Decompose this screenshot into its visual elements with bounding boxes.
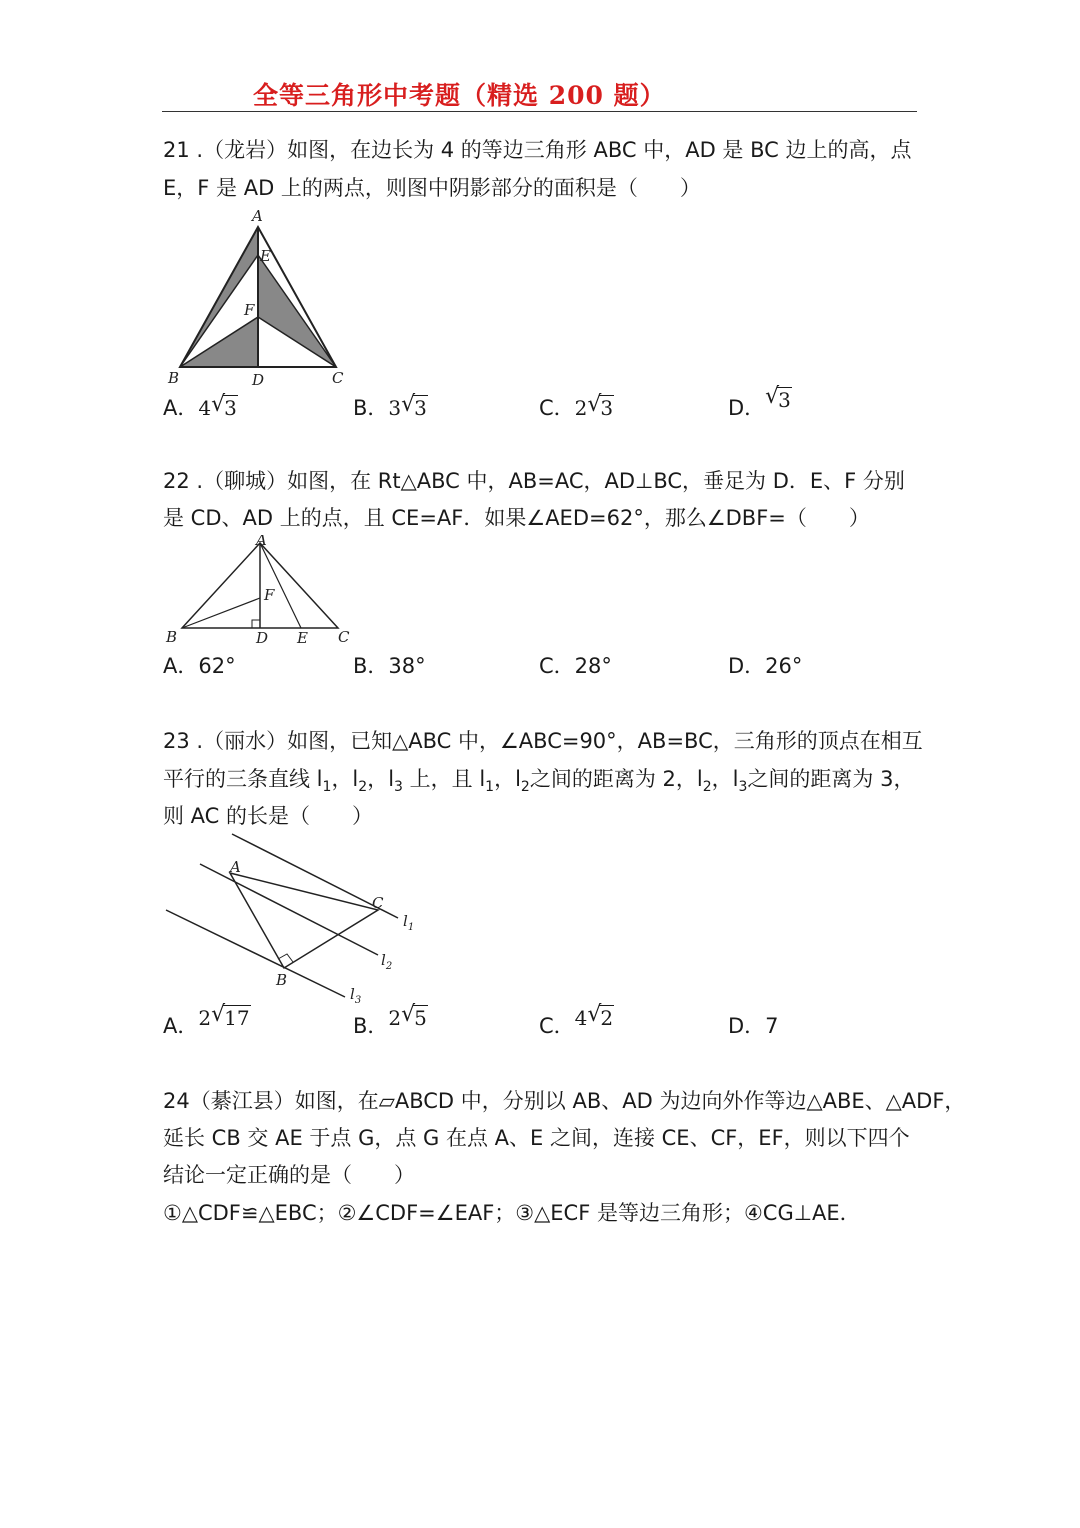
q22-label-A: A xyxy=(256,535,267,549)
q23-line-l3 xyxy=(166,910,345,997)
q24-line-1: 24（綦江县）如图，在▱ABCD 中，分别以 AB、AD 为边向外作等边△ABE、△ADF， xyxy=(163,1089,966,1113)
q21-option-a: A．4 √ 3 xyxy=(163,392,237,420)
q23-label-l2: $l_2$ xyxy=(381,951,393,972)
q22-figure xyxy=(160,535,360,650)
q23-line-2: 平行的三条直线 $l_1$，$l_2$，$l_3$ 上，且 $l_1$，$l_2$之间的距离为 2，$l_2$，$l_3$之间的距离为 3， xyxy=(163,767,915,796)
q23-label-B: B xyxy=(276,971,288,989)
q21-option-c: C．2 √ 3 xyxy=(539,392,614,420)
q21-option-d: D． √ 3 xyxy=(728,384,791,420)
q22-right-angle-mark xyxy=(252,620,260,628)
q23-option-a: A．2 √ 17 xyxy=(163,1002,250,1038)
q22-line-2: 是 CD、AD 上的点，且 CE=AF．如果∠AED=62°，那么∠DBF=（ ） xyxy=(163,506,870,530)
q23-option-b: B．2 √ 5 xyxy=(353,1002,427,1038)
q24-line-2: 延长 CB 交 AE 于点 G，点 G 在点 A、E 之间，连接 CE、CF，EF，则以下四个 xyxy=(163,1126,910,1150)
q21-figure xyxy=(160,205,360,390)
q22-label-C: C xyxy=(338,628,350,646)
q21-label-B: B xyxy=(168,369,180,387)
q21-option-b: B．3 √ 3 xyxy=(353,392,427,420)
q24-line-3: 结论一定正确的是（ ） xyxy=(163,1163,415,1187)
q23-triangle xyxy=(230,873,378,968)
q23-line-1: 23 .（丽水）如图，已知△ABC 中，∠ABC=90°，AB=BC，三角形的顶点在相互 xyxy=(163,729,923,753)
q21-label-A: A xyxy=(252,207,263,225)
q21-label-D: D xyxy=(252,371,265,389)
q23-figure xyxy=(160,828,420,1008)
q23-option-c: C．4 √ 2 xyxy=(539,1002,614,1038)
q22-option-a: A．62° xyxy=(163,654,236,678)
q23-line-3: 则 AC 的长是（ ） xyxy=(163,804,374,828)
q23-label-l1: $l_1$ xyxy=(403,912,415,933)
q21-line-2: E，F 是 AD 上的两点，则图中阴影部分的面积是（ ） xyxy=(163,176,701,200)
q23-label-A: A xyxy=(230,858,241,876)
q22-line-1: 22 .（聊城）如图，在 Rt△ABC 中，AB=AC，AD⊥BC，垂足为 D．E、F 分别 xyxy=(163,469,905,493)
q21-label-C: C xyxy=(332,369,344,387)
q23-line-l2 xyxy=(200,864,378,955)
header-divider xyxy=(162,111,917,112)
q24-line-4: ①△CDF≌△EBC；②∠CDF=∠EAF；③△ECF 是等边三角形；④CG⊥AE． xyxy=(163,1201,861,1225)
q23-label-C: C xyxy=(372,894,384,912)
q23-label-l3: $l_3$ xyxy=(350,985,362,1006)
q22-option-d: D．26° xyxy=(728,654,803,678)
q21-label-F: F xyxy=(244,301,255,319)
q22-option-c: C．28° xyxy=(539,654,612,678)
page-title: 全等三角形中考题（精选 200 题） xyxy=(253,81,666,110)
q22-label-E: E xyxy=(297,629,308,647)
q21-label-E: E xyxy=(260,247,271,265)
q23-option-d: D．7 xyxy=(728,1014,779,1038)
q21-line-1: 21 .（龙岩）如图，在边长为 4 的等边三角形 ABC 中，AD 是 BC 边上的高，点 xyxy=(163,138,912,162)
q22-label-B: B xyxy=(166,628,178,646)
q22-label-D: D xyxy=(256,629,269,647)
q22-option-b: B．38° xyxy=(353,654,426,678)
q22-label-F: F xyxy=(264,586,275,604)
